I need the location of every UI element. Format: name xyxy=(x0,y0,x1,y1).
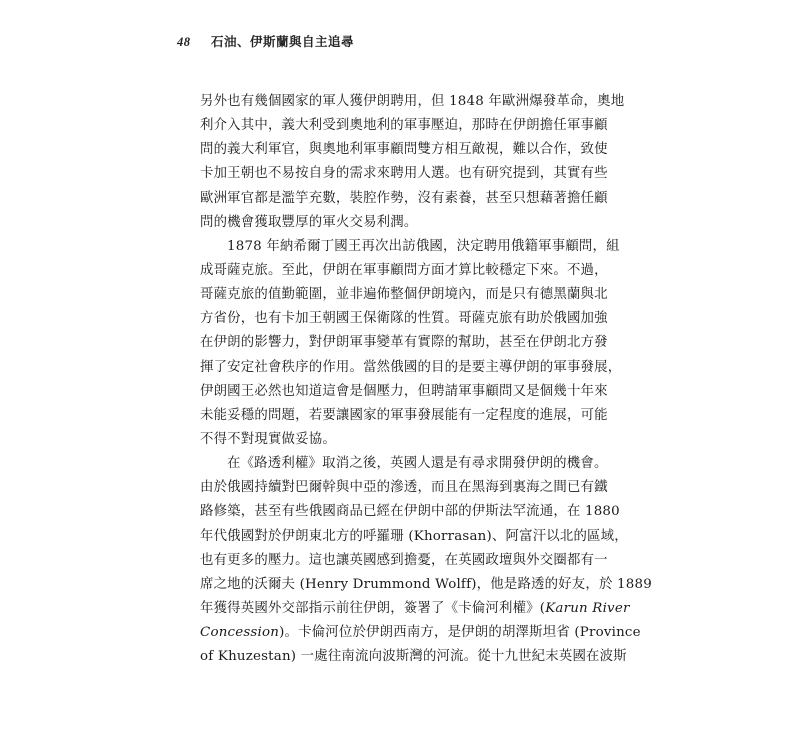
text-line: 歐洲軍官都是濫竽充數，裝腔作勢，沒有素養，甚至只想藉著擔任顧 xyxy=(200,190,608,206)
text-line: 哥薩克旅的值勤範圍，並非遍佈整個伊朗境內，而是只有德黑蘭與北 xyxy=(200,287,608,303)
page-number: 48 xyxy=(177,35,191,49)
text-line: 伊朗國王必然也知道這會是個壓力，但聘請軍事顧問又是個幾十年來 xyxy=(200,383,608,399)
text-line: 未能妥穩的問題，若要讓國家的軍事發展能有一定程度的進展，可能 xyxy=(200,407,608,423)
running-header xyxy=(177,32,354,50)
text-line: 利介入其中，義大利受到奧地利的軍事壓迫，那時在伊朗擔任軍事顧 xyxy=(200,118,608,134)
text-line: 路修築，甚至有些俄國商品已經在伊朗中部的伊斯法罕流通，在 1880 xyxy=(200,504,620,520)
text-run: 年獲得英國外交部指示前往伊朗，簽署了《卡倫河利權》( xyxy=(200,600,546,616)
text-line: 另外也有幾個國家的軍人獲伊朗聘用，但 1848 年歐洲爆發革命，奧地 xyxy=(200,94,625,109)
text-line: 1878 年納希爾丁國王再次出訪俄國，決定聘用俄籍軍事顧問，組 xyxy=(227,238,620,254)
paragraph-2 xyxy=(200,235,622,452)
italic-title: Concession xyxy=(200,625,280,641)
text-run: )。卡倫河位於伊朗西南方，是伊朗的胡澤斯坦省 (Province xyxy=(279,625,641,641)
text-line: 在伊朗的影響力，對伊朗軍事變革有實際的幫助，甚至在伊朗北方發 xyxy=(200,335,608,351)
text-line: 揮了安定社會秩序的作用。當然俄國的目的是要主導伊朗的軍事發展， xyxy=(200,359,622,375)
text-line: 由於俄國持續對巴爾幹與中亞的滲透，而且在黑海到裏海之間已有鐵 xyxy=(200,480,608,496)
italic-title: Karun River xyxy=(545,600,630,616)
text-line: 問的機會獲取豐厚的軍火交易利潤。 xyxy=(200,214,418,230)
paragraph-1 xyxy=(200,90,625,235)
body-text xyxy=(200,90,652,669)
text-line: 席之地的沃爾夫 (Henry Drummond Wolff)，他是路透的好友，於 1889 xyxy=(200,576,652,592)
text-line: 問的義大利軍官，與奧地利軍事顧問雙方相互敵視，難以合作，致使 xyxy=(200,142,608,158)
text-line: 卡加王朝也不易按自身的需求來聘用人選。也有研究提到，其實有些 xyxy=(200,166,608,182)
text-line xyxy=(200,597,630,621)
text-line: 年代俄國對於伊朗東北方的呼羅珊 (Khorrasan)、阿富汗以北的區域， xyxy=(200,528,628,544)
text-line: 方省份，也有卡加王朝國王保衛隊的性質。哥薩克旅有助於俄國加強 xyxy=(200,311,608,327)
text-line xyxy=(200,621,641,645)
running-title: 石油、伊斯蘭與自主追尋 xyxy=(210,34,354,49)
text-line: 成哥薩克旅。至此，伊朗在軍事顧問方面才算比較穩定下來。不過， xyxy=(200,262,608,278)
text-line: 也有更多的壓力。這也讓英國感到擔憂，在英國政壇與外交圈都有一 xyxy=(200,552,608,568)
paragraph-3 xyxy=(200,452,652,669)
text-line: 在《路透利權》取消之後，英國人還是有尋求開發伊朗的機會。 xyxy=(227,456,608,472)
text-line: 不得不對現實做妥協。 xyxy=(200,431,336,447)
text-line: of Khuzestan) 一處往南流向波斯灣的河流。從十九世紀末英國在波斯 xyxy=(200,649,627,665)
